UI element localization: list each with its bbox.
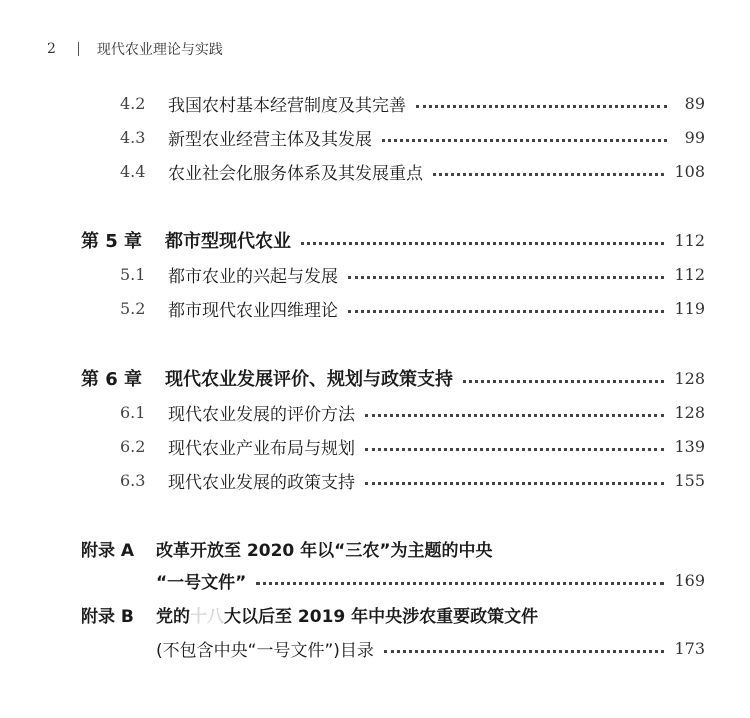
page-ref: 173 — [674, 638, 705, 658]
page-ref: 128 — [674, 402, 705, 422]
appendix-title-line1: 改革开放至 2020 年以“三农”为主题的中央 — [156, 540, 493, 561]
dot-leader — [365, 448, 664, 451]
section-number: 6.2 — [120, 436, 146, 456]
dot-leader — [384, 650, 665, 653]
page-ref: 169 — [674, 570, 705, 590]
dot-leader — [348, 276, 664, 279]
chapter-title: 现代农业发展评价、规划与政策支持 — [165, 369, 453, 390]
appendix-label: 附录 A — [81, 540, 135, 561]
dot-leader — [348, 310, 664, 313]
dot-leader — [463, 380, 664, 383]
section-number: 5.2 — [120, 298, 146, 318]
toc-entry-6-1[interactable] — [120, 398, 705, 426]
dot-leader — [365, 482, 664, 485]
toc-appendix-a[interactable] — [81, 534, 705, 562]
section-title: 现代农业发展的政策支持 — [168, 472, 355, 493]
toc-appendix-b[interactable] — [81, 600, 705, 628]
appendix-title-line1 — [156, 602, 538, 627]
header-divider — [78, 42, 79, 56]
page-ref: 108 — [674, 161, 705, 181]
page-ref: 155 — [674, 470, 705, 490]
section-number: 6.1 — [120, 402, 146, 422]
dot-leader — [416, 105, 667, 108]
appendix-label: 附录 B — [81, 606, 134, 627]
dot-leader — [256, 582, 664, 585]
section-title: 现代农业发展的评价方法 — [168, 404, 355, 425]
section-number: 6.3 — [120, 470, 146, 490]
section-number: 5.1 — [120, 264, 146, 284]
section-title: 农业社会化服务体系及其发展重点 — [168, 163, 423, 184]
dot-leader — [301, 242, 664, 245]
dot-leader — [433, 173, 664, 176]
title-part-before: 党的 — [156, 606, 190, 627]
toc-chapter-6[interactable] — [81, 364, 705, 392]
section-number: 4.2 — [120, 93, 146, 113]
title-part-faint: 十八 — [190, 606, 224, 627]
running-title: 现代农业理论与实践 — [96, 42, 223, 58]
page-header — [47, 38, 223, 60]
section-title: 我国农村基本经营制度及其完善 — [168, 95, 406, 116]
dot-leader — [365, 414, 664, 417]
toc-entry-5-1[interactable] — [120, 260, 705, 288]
page-ref: 128 — [674, 368, 705, 388]
toc-entry-5-2[interactable] — [120, 294, 705, 322]
chapter-label: 第 6 章 — [81, 369, 143, 390]
page-ref: 89 — [684, 93, 705, 113]
page-ref: 139 — [674, 436, 705, 456]
section-number: 4.4 — [120, 161, 146, 181]
chapter-label: 第 5 章 — [81, 231, 143, 252]
page-ref: 112 — [674, 230, 705, 250]
section-title: 现代农业产业布局与规划 — [168, 438, 355, 459]
toc-entry-4-2[interactable] — [120, 89, 705, 117]
toc-entry-4-3[interactable] — [120, 123, 705, 151]
toc-entry-6-3[interactable] — [120, 466, 705, 494]
page-ref: 99 — [684, 127, 705, 147]
dot-leader — [382, 139, 667, 142]
appendix-title-line2: “一号文件” — [156, 572, 247, 593]
page-ref: 119 — [674, 298, 705, 318]
section-title: 都市现代农业四维理论 — [168, 300, 338, 321]
title-part-after: 大以后至 2019 年中央涉农重要政策文件 — [224, 606, 539, 627]
toc-appendix-a-cont[interactable] — [156, 566, 705, 594]
chapter-title: 都市型现代农业 — [165, 231, 291, 252]
toc-entry-6-2[interactable] — [120, 432, 705, 460]
section-title: 新型农业经营主体及其发展 — [168, 129, 372, 150]
page-number: 2 — [47, 41, 56, 57]
toc-entry-4-4[interactable] — [120, 157, 705, 185]
page-ref: 112 — [674, 264, 705, 284]
toc-chapter-5[interactable] — [81, 226, 705, 254]
section-number: 4.3 — [120, 127, 146, 147]
toc-appendix-b-cont[interactable] — [156, 634, 705, 662]
appendix-title-line2: (不包含中央“一号文件”)目录 — [156, 640, 374, 661]
section-title: 都市农业的兴起与发展 — [168, 266, 338, 287]
